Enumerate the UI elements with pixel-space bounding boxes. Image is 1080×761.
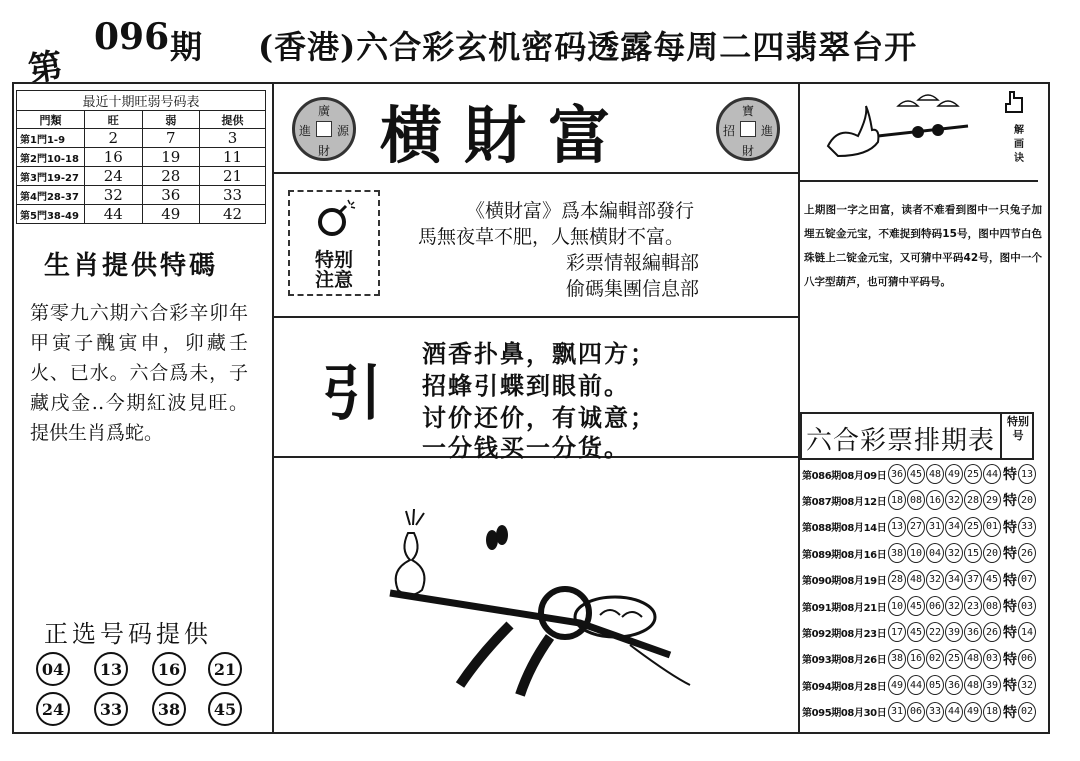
coin-left-icon: 廣 進 源 財: [292, 97, 356, 161]
pick-number: 16: [152, 652, 186, 686]
number-ball: 39: [945, 622, 963, 642]
number-ball: 26: [983, 622, 1001, 642]
issue-suffix: 期: [170, 28, 203, 66]
number-ball: 27: [907, 517, 925, 537]
cell-value: 11: [200, 148, 266, 167]
special-number-ball: 14: [1018, 622, 1036, 642]
schedule-row-label: 第088期08月14日: [802, 523, 887, 535]
number-ball: 06: [926, 596, 944, 616]
pick-number: 38: [152, 692, 186, 726]
special-label-line: 特别: [1007, 415, 1029, 428]
schedule-row-label: 第090期08月19日: [802, 576, 887, 588]
special-marker: 特: [1003, 678, 1017, 695]
cell-value: 42: [200, 205, 266, 224]
number-ball: 39: [983, 675, 1001, 695]
special-number-ball: 13: [1018, 464, 1036, 484]
number-ball: 25: [964, 464, 982, 484]
special-marker: 特: [1003, 519, 1017, 536]
number-ball: 48: [964, 675, 982, 695]
picks-title: 正选号码提供: [44, 620, 212, 648]
row-label: 第3門19-27: [17, 167, 85, 186]
number-ball: 38: [888, 649, 906, 669]
special-number-ball: 20: [1018, 490, 1036, 510]
cell-value: 19: [142, 148, 200, 167]
number-ball: 48: [907, 570, 925, 590]
recent-numbers-table: [16, 90, 266, 224]
special-marker: 特: [1003, 625, 1017, 642]
number-ball: 45: [907, 622, 925, 642]
special-number-ball: 06: [1018, 649, 1036, 669]
special-number-ball: 32: [1018, 675, 1036, 695]
schedule-row: [802, 673, 1037, 697]
special-marker: 特: [1003, 651, 1017, 668]
poem-line: 酒香扑鼻，飘四方；: [422, 340, 656, 368]
number-ball: 44: [907, 675, 925, 695]
number-ball: 03: [983, 649, 1001, 669]
table-row: [17, 129, 266, 148]
pick-number: 24: [36, 692, 70, 726]
cell-value: 28: [142, 167, 200, 186]
number-ball: 45: [907, 464, 925, 484]
schedule-row: [802, 541, 1037, 565]
table-row: [17, 186, 266, 205]
table-caption: 最近十期旺弱号码表: [17, 91, 266, 111]
butterfly-icon: [486, 525, 508, 550]
number-ball: 34: [945, 517, 963, 537]
number-ball: 25: [964, 517, 982, 537]
number-ball: 15: [964, 543, 982, 563]
number-ball: 01: [983, 517, 1001, 537]
schedule-row: [802, 594, 1037, 618]
number-ball: 25: [945, 649, 963, 669]
schedule-row-label: 第089期08月16日: [802, 549, 887, 561]
number-ball: 36: [945, 675, 963, 695]
schedule-row: [802, 647, 1037, 671]
number-ball: 34: [945, 570, 963, 590]
zodiac-title: 生肖提供特碼: [44, 251, 219, 281]
table-row: [17, 148, 266, 167]
schedule-row: [802, 620, 1037, 644]
column-header: 門類: [17, 111, 85, 129]
number-ball: 08: [983, 596, 1001, 616]
header: [0, 0, 1080, 91]
schedule-title: 六合彩票排期表: [806, 426, 996, 456]
pick-number: 04: [36, 652, 70, 686]
number-ball: 49: [888, 675, 906, 695]
table-row: [17, 205, 266, 224]
schedule-row-label: 第095期08月30日: [802, 708, 887, 720]
special-marker: 特: [1003, 546, 1017, 563]
scale-beam: [390, 593, 670, 655]
pick-number: 13: [94, 652, 128, 686]
table-row: [17, 167, 266, 186]
number-ball: 32: [945, 543, 963, 563]
coin-right-icon: 寶 招 進 財: [716, 97, 780, 161]
schedule-row-label: 第086期08月09日: [802, 470, 887, 482]
riddle-text: 上期图一字之田富，读者不难看到图中一只兔子加埋五锭金元宝，不难捉到特码15号，图中四节白色珠链上二锭金元宝，又可猜中平码42号，图中一个八字型葫芦，也可猜中平码号。: [804, 204, 1042, 288]
issue-prefix: 第: [25, 45, 66, 91]
special-number-ball: 07: [1018, 570, 1036, 590]
special-notice-line: 注意: [314, 269, 353, 291]
number-ball: 18: [888, 490, 906, 510]
row-label: 第1門1-9: [17, 129, 85, 148]
zodiac-text: 第零九六期六合彩辛卯年甲寅子醜寅申，卯藏壬火、已水。六合爲未，子藏戌金‥今期紅波見旺。提供生肖爲蛇。: [30, 302, 248, 444]
schedule-row: [802, 488, 1037, 512]
cell-value: 32: [85, 186, 143, 205]
number-ball: 44: [983, 464, 1001, 484]
issue-number: 096: [94, 16, 170, 58]
notice-line: 彩票情報編輯部: [566, 252, 700, 274]
special-marker: 特: [1003, 704, 1017, 721]
number-ball: 32: [945, 490, 963, 510]
notice-line: 《横財富》爲本編輯部發行: [466, 200, 695, 222]
number-ball: 18: [983, 702, 1001, 722]
table-header-row: [17, 111, 266, 129]
number-ball: 48: [964, 649, 982, 669]
cell-value: 36: [142, 186, 200, 205]
special-marker: 特: [1003, 493, 1017, 510]
bomb-icon: [314, 196, 358, 240]
riddle-side-label: 解画诀: [1014, 125, 1024, 164]
special-label-line: 号: [1012, 429, 1024, 442]
special-number-ball: 02: [1018, 702, 1036, 722]
cell-value: 3: [200, 129, 266, 148]
number-ball: 38: [888, 543, 906, 563]
schedule-row-label: 第092期08月23日: [802, 628, 887, 640]
poem-line: 招蜂引蝶到眼前。: [422, 372, 630, 400]
schedule-row-label: 第091期08月21日: [802, 602, 887, 614]
number-ball: 49: [964, 702, 982, 722]
number-ball: 28: [888, 570, 906, 590]
number-ball: 37: [964, 570, 982, 590]
column-header: 提供: [200, 111, 266, 129]
cell-value: 16: [85, 148, 143, 167]
number-ball: 29: [983, 490, 1001, 510]
number-ball: 33: [926, 702, 944, 722]
number-ball: 31: [888, 702, 906, 722]
number-ball: 10: [907, 543, 925, 563]
column-header: 旺: [85, 111, 143, 129]
number-ball: 45: [983, 570, 1001, 590]
scale-illustration: [370, 505, 710, 725]
schedule-row: [802, 515, 1037, 539]
cell-value: 49: [142, 205, 200, 224]
cell-value: 33: [200, 186, 266, 205]
pick-number: 33: [94, 692, 128, 726]
number-ball: 08: [907, 490, 925, 510]
row-label: 第4門28-37: [17, 186, 85, 205]
logo-title: 横財富: [380, 99, 633, 172]
special-notice-line: 特别: [314, 249, 353, 271]
special-number-ball: 03: [1018, 596, 1036, 616]
number-ball: 36: [964, 622, 982, 642]
poem-line: 讨价还价，有诚意；: [422, 404, 656, 432]
pick-number: 45: [208, 692, 242, 726]
number-ball: 16: [907, 649, 925, 669]
number-ball: 13: [888, 517, 906, 537]
schedule-row: [802, 462, 1037, 486]
cell-value: 21: [200, 167, 266, 186]
schedule-row: [802, 568, 1037, 592]
number-ball: 17: [888, 622, 906, 642]
gourd-icon: [396, 509, 425, 595]
notice-line: 偷碼集團信息部: [566, 278, 700, 300]
number-ball: 31: [926, 517, 944, 537]
cell-value: 24: [85, 167, 143, 186]
poem-lead-char: 引: [322, 359, 382, 429]
number-ball: 28: [964, 490, 982, 510]
schedule-row-label: 第093期08月26日: [802, 655, 887, 667]
number-ball: 32: [926, 570, 944, 590]
column-header: 弱: [142, 111, 200, 129]
schedule-row-label: 第087期08月12日: [802, 496, 887, 508]
number-ball: 04: [926, 543, 944, 563]
cell-value: 2: [85, 129, 143, 148]
number-ball: 10: [888, 596, 906, 616]
number-ball: 44: [945, 702, 963, 722]
number-ball: 02: [926, 649, 944, 669]
special-marker: 特: [1003, 599, 1017, 615]
special-notice-label: [300, 250, 368, 290]
poem-line: 一分钱买一分货。: [422, 434, 630, 462]
number-ball: 06: [907, 702, 925, 722]
pick-number: 21: [208, 652, 242, 686]
special-marker: 特: [1003, 572, 1017, 589]
number-ball: 49: [945, 464, 963, 484]
number-ball: 48: [926, 464, 944, 484]
number-ball: 32: [945, 596, 963, 616]
rabbit-gold-illustration: [808, 86, 988, 170]
header-title: (香港)六合彩玄机密码透露每周二四翡翠台开: [258, 28, 918, 66]
cell-value: 44: [85, 205, 143, 224]
schedule-row: [802, 700, 1037, 724]
number-ball: 20: [983, 543, 1001, 563]
row-label: 第2門10-18: [17, 148, 85, 167]
number-ball: 05: [926, 675, 944, 695]
schedule-special-label: [1000, 412, 1034, 460]
notice-line: 馬無夜草不肥，人無横財不富。: [418, 226, 685, 248]
number-ball: 45: [907, 596, 925, 616]
pointing-hand-icon: [1004, 88, 1028, 118]
row-label: 第5門38-49: [17, 205, 85, 224]
special-marker: 特: [1003, 467, 1017, 483]
number-ball: 16: [926, 490, 944, 510]
number-ball: 23: [964, 596, 982, 616]
special-number-ball: 33: [1018, 517, 1036, 537]
schedule-row-label: 第094期08月28日: [802, 681, 887, 693]
number-ball: 36: [888, 464, 906, 484]
number-ball: 22: [926, 622, 944, 642]
cell-value: 7: [142, 129, 200, 148]
special-number-ball: 26: [1018, 543, 1036, 563]
